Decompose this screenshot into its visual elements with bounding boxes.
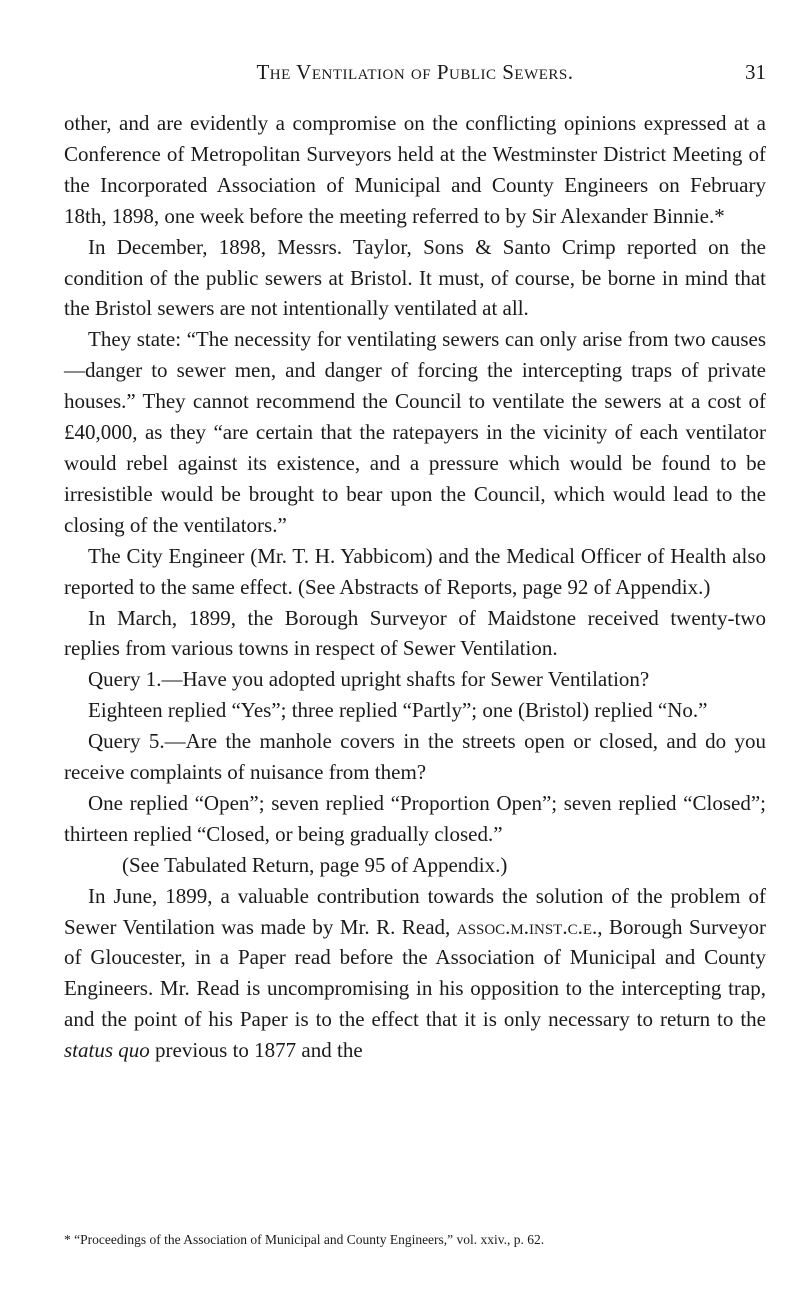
paragraph-query-1-replies: Eighteen replied “Yes”; three replied “Partly”; one (Bristol) replied “No.” [88, 698, 708, 723]
paragraph-city-engineer: The City Engineer (Mr. T. H. Yabbicom) and the Medical Officer of Health also reported to the same effect. (See Abstracts of Reports, page 92 of Appendix.) [64, 543, 766, 599]
paragraph-continuation: other, and are evidently a compromise on the conflicting opinions expressed at a Conference of Metropolitan Surveyors held at the Westminster District Meeting of the Incorporated Association of Municipal and County Engineers on February 18th, 1898, one week before the meeting referred to by Sir Alexander Binnie.* [64, 111, 766, 228]
paragraph-maidstone: In March, 1899, the Borough Surveyor of Maidstone received twenty-two replies from various towns in respect of Sewer Ventilation. [64, 605, 766, 661]
paragraph-bristol-report: In December, 1898, Messrs. Taylor, Sons & Santo Crimp reported on the condition of the public sewers at Bristol. It must, of course, be borne in mind that the Bristol sewers are not intentionally ventilated at all. [64, 234, 766, 321]
running-head: The Ventilation of Public Sewers. [256, 60, 574, 84]
paragraph-query-5: Query 5.—Are the manhole covers in the streets open or closed, and do you receive complaints of nuisance from them? [64, 729, 766, 785]
paragraph-tabulated-return: (See Tabulated Return, page 95 of Appendix.) [122, 852, 508, 877]
read-paper-text-a: In June, 1899, a valuable contribution towards the solution of the problem of Sewer Ventilation was made by Mr. R. Read, [64, 883, 766, 939]
page-header [64, 60, 766, 90]
paragraph-query-1: Query 1.—Have you adopted upright shafts for Sewer Ventilation? [88, 667, 650, 692]
paragraph-they-state: They state: “The necessity for ventilating sewers can only arise from two causes—danger to sewer men, and danger of forcing the intercepting traps of private houses.” They cannot recommend the Council to ventilate the sewers at a cost of £40,000, as they “are certain that the ratepayers in the vicinity of each ventilator would rebel against its existence, and a pressure which would be found to be irresistible would be brought to bear upon the Council, which would lead to the closing of the ventilators.” [64, 327, 766, 537]
read-paper-text-b: , Borough Surveyor of Gloucester, in a Paper read before the Association of Municipal and County Engineers. Mr. Read is uncompromising in his opposition to the intercepting trap, and the point of his Paper is to the effect that it is only necessary to return to the [64, 914, 766, 1032]
read-paper-text-c: previous to 1877 and the [149, 1038, 363, 1063]
status-quo-phrase: status quo [64, 1038, 150, 1063]
read-credentials: assoc.m.inst.c.e. [456, 914, 598, 939]
paragraph-read-paper [64, 881, 766, 1066]
body-text [64, 108, 766, 1066]
page-number: 31 [745, 60, 766, 84]
footnote: * “Proceedings of the Association of Municipal and County Engineers,” vol. xxiv., p. 62. [64, 1232, 545, 1247]
paragraph-query-5-replies: One replied “Open”; seven replied “Proportion Open”; seven replied “Closed”; thirteen replied “Closed, or being gradually closed.” [64, 790, 766, 846]
